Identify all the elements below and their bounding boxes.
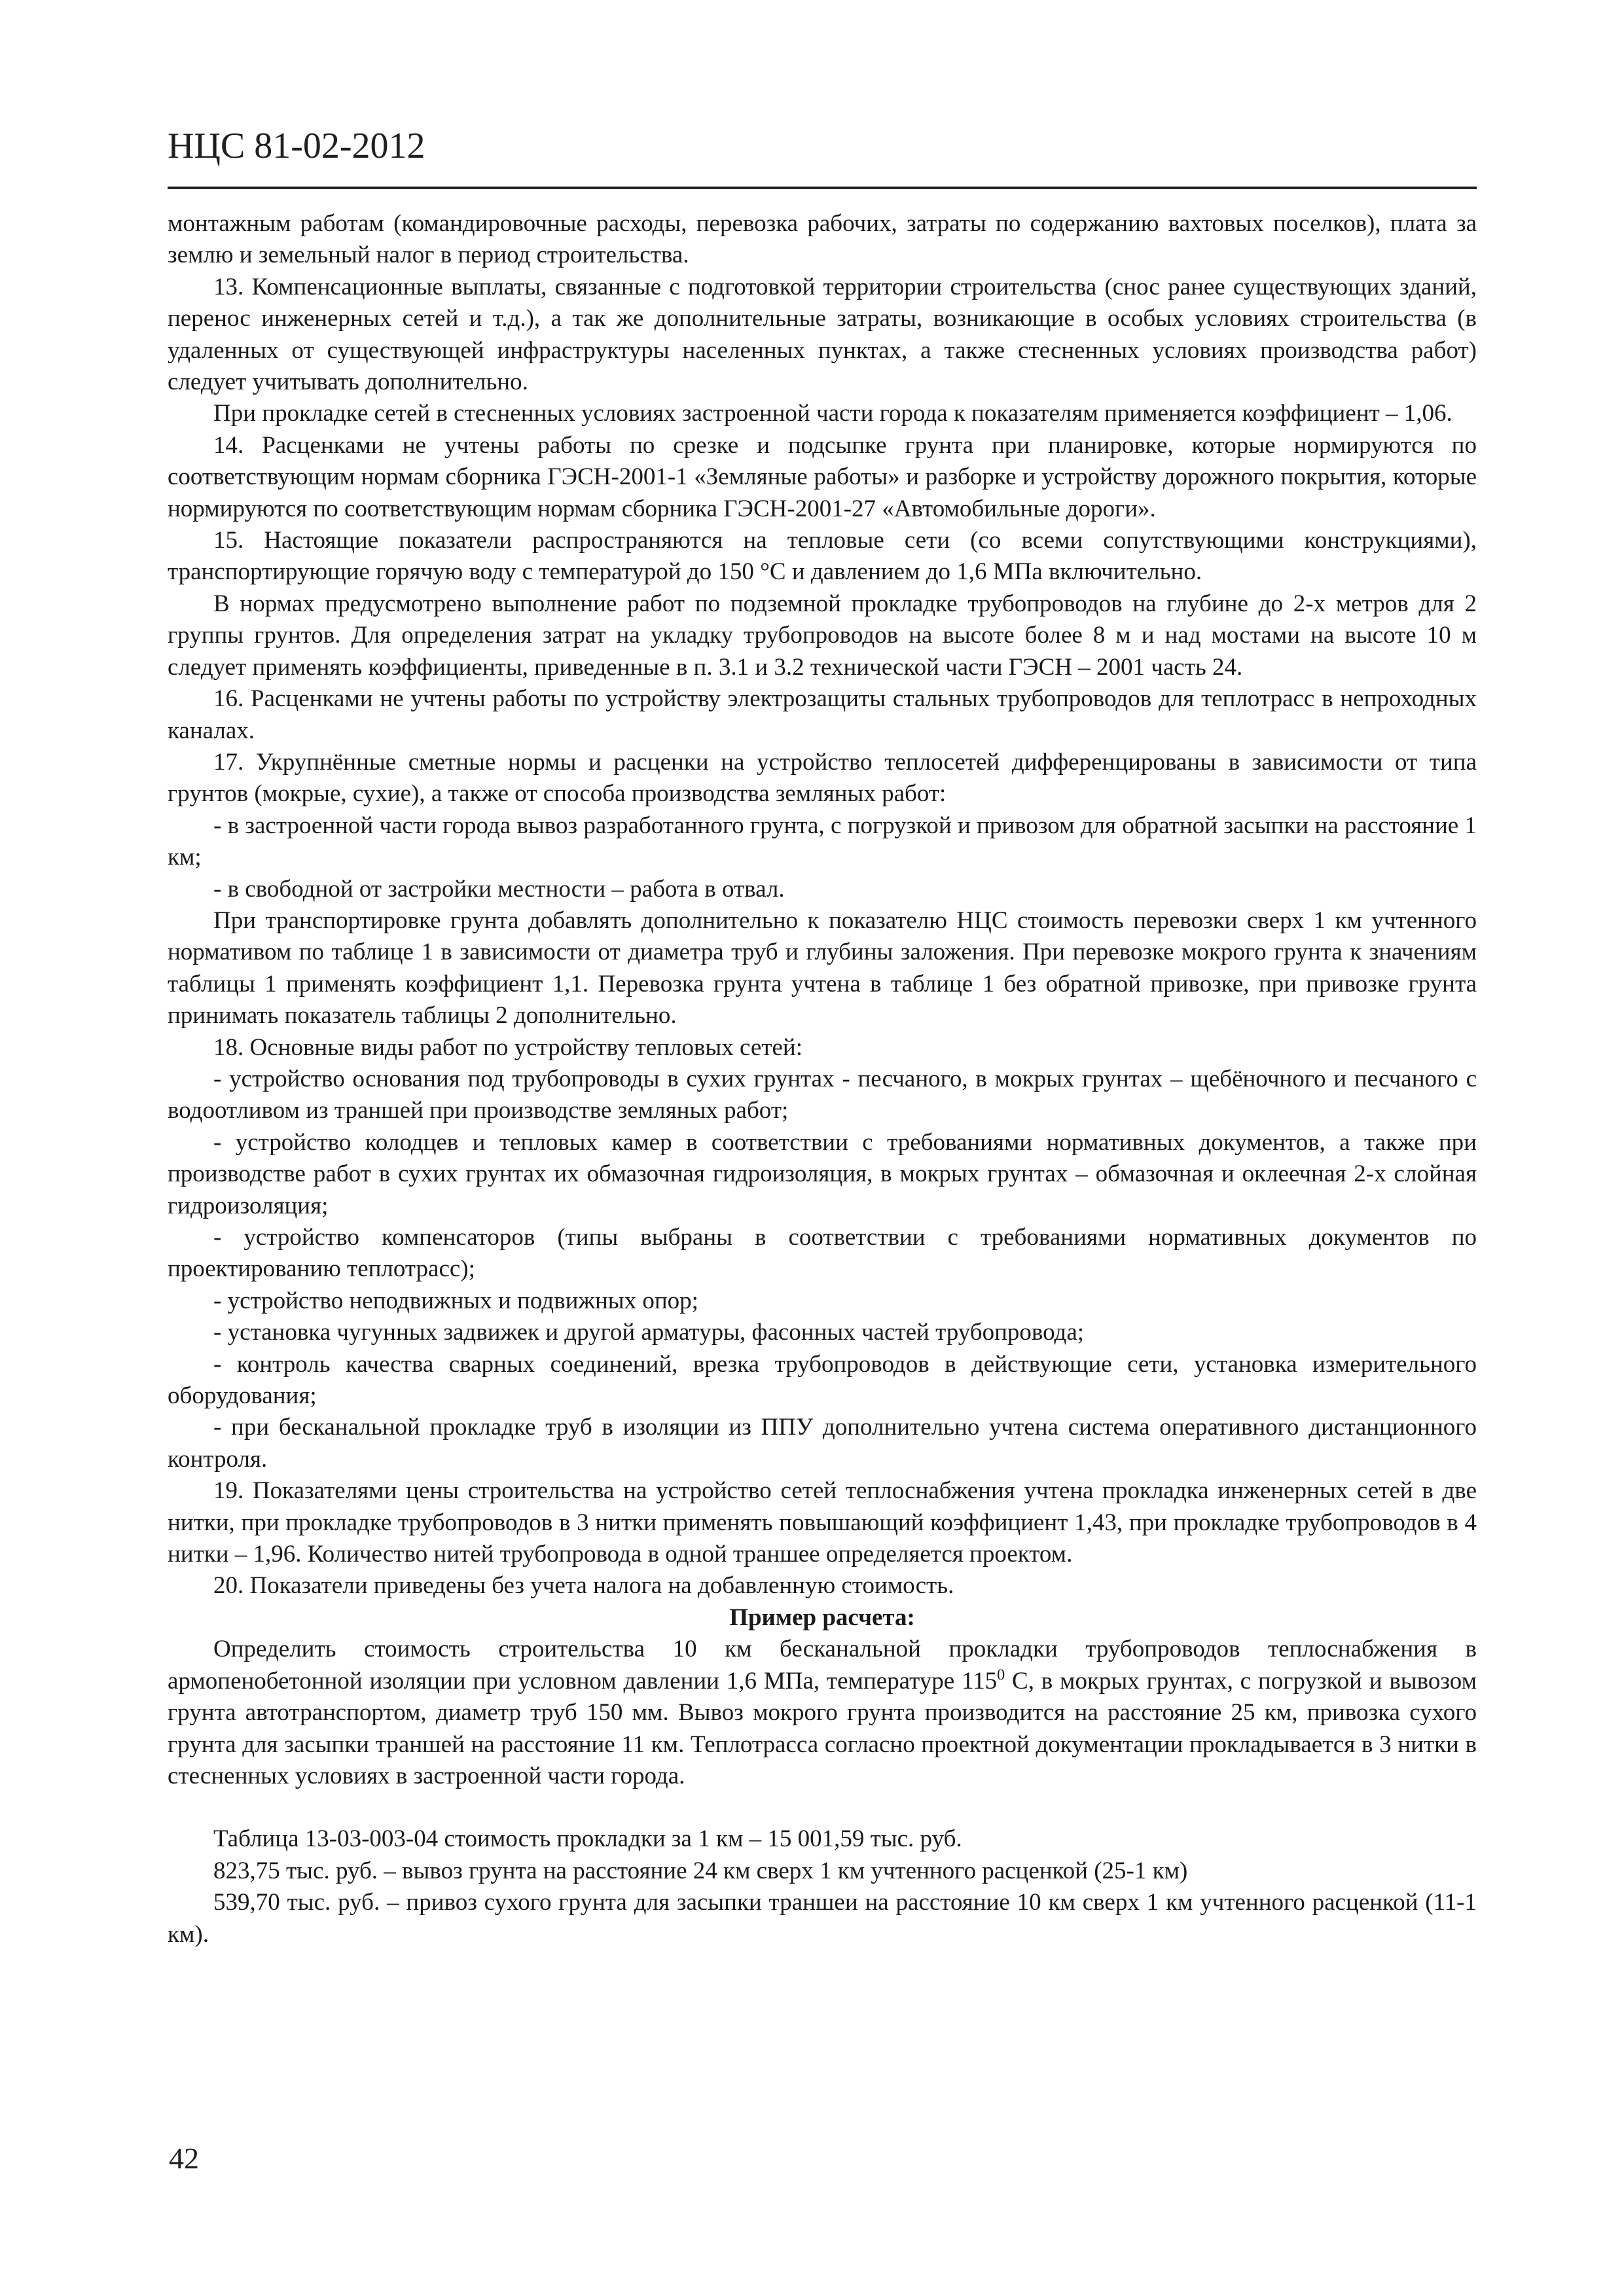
list-item: - устройство неподвижных и подвижных опор; — [213, 1287, 698, 1314]
paragraph: 17. Укрупнённые сметные нормы и расценки на устройство теплосетей дифференцированы в зависимости от типа грунтов (мокрые, сухие), а также от способа производства земляных работ: — [168, 748, 1477, 808]
paragraph: При транспортировке грунта добавлять дополнительно к показателю НЦС стоимость перевозки сверх 1 км учтенного нормативом по таблице 1 в зависимости от диаметра труб и глубины заложения. При перевозке мокрого грунта к значениям таблицы 1 применять коэффициент 1,1. Перевозка грунта учтена в таблице 1 без обратной привозке, при привозке грунта принимать показатель таблицы 2 дополнительно. — [168, 906, 1477, 1030]
paragraph: 14. Расценками не учтены работы по срезке и подсыпке грунта при планировке, которые нормируются по соответствующим нормам сборника ГЭСН-2001-1 «Земляные работы» и разборке и устройству дорожного покрытия, которые нормируются по соответствующим нормам сборника ГЭСН-2001-27 «Автомобильные дороги». — [168, 431, 1477, 522]
list-item: - устройство колодцев и тепловых камер в соответствии с требованиями нормативных документов, а также при производстве работ в сухих грунтах их обмазочная гидроизоляция, в мокрых грунтах – обмазочная и оклеечная 2-х слойная гидроизоляция; — [168, 1128, 1477, 1219]
paragraph: 18. Основные виды работ по устройству тепловых сетей: — [213, 1033, 803, 1061]
list-item: - установка чугунных задвижек и другой арматуры, фасонных частей трубопровода; — [213, 1319, 1085, 1346]
example-intro-text-cont: С, в мокрых грунтах, с погрузкой и вывозом грунта автотранспортом, диаметр труб 150 мм. Вывоз мокрого грунта производится на расстояние 25 км, привозка сухого грунта для засыпки траншей на расстояние 11 км. Теплотрасса согласно проектной документации прокладывается в 3 нитки в стесненных условиях в застроенной части города. — [168, 1667, 1477, 1789]
calculation-line: Таблица 13-03-003-04 стоимость прокладки за 1 км – 15 001,59 тыс. руб. — [213, 1825, 962, 1853]
example-intro — [168, 1634, 1477, 1792]
paragraph: монтажным работам (командировочные расходы, перевозка рабочих, затраты по содержанию вахтовых поселков), плата за землю и земельный налог в период строительства. — [168, 210, 1477, 269]
example-title: Пример расчета: — [729, 1604, 915, 1631]
degree-superscript: 0 — [997, 1666, 1005, 1684]
calculation-line: 539,70 тыс. руб. – привоз сухого грунта для засыпки траншеи на расстояние 10 км сверх 1 км учтенного расценкой (11-1 км). — [168, 1889, 1477, 1948]
document-code-header: НЦС 81-02-2012 — [168, 126, 425, 166]
header-divider — [168, 187, 1477, 189]
paragraph: 15. Настоящие показатели распространяются на тепловые сети (со всеми сопутствующими конструкциями), транспортирующие горячую воду с температурой до 150 °С и давлением до 1,6 МПа включительно. — [168, 527, 1477, 586]
document-body — [168, 208, 1477, 1950]
paragraph: В нормах предусмотрено выполнение работ по подземной прокладке трубопроводов на глубине до 2-х метров для 2 группы грунтов. Для определения затрат на укладку трубопроводов на высоте более 8 м и над мостами на высоте 10 м следует применять коэффициенты, приведенные в п. 3.1 и 3.2 технической части ГЭСН – 2001 часть 24. — [168, 590, 1477, 681]
list-item: - в свободной от застройки местности – работа в отвал. — [213, 875, 785, 903]
paragraph: При прокладке сетей в стесненных условиях застроенной части города к показателям применяется коэффициент – 1,06. — [213, 400, 1453, 427]
list-item: - контроль качества сварных соединений, врезка трубопроводов в действующие сети, установка измерительного оборудования; — [168, 1350, 1477, 1410]
calculation-line: 823,75 тыс. руб. – вывоз грунта на расстояние 24 км сверх 1 км учтенного расценкой (25-1 км) — [213, 1857, 1188, 1884]
list-item: - в застроенной части города вывоз разработанного грунта, с погрузкой и привозом для обратной засыпки на расстояние 1 км; — [168, 812, 1477, 871]
paragraph: 19. Показателями цены строительства на устройство сетей теплоснабжения учтена прокладка инженерных сетей в две нитки, при прокладке трубопроводов в 3 нитки применять повышающий коэффициент 1,43, при прокладке трубопроводов в 4 нитки – 1,96. Количество нитей трубопровода в одной траншее определяется проектом. — [168, 1477, 1477, 1568]
paragraph: 13. Компенсационные выплаты, связанные с подготовкой территории строительства (снос ранее существующих зданий, перенос инженерных сетей и т.д.), а так же дополнительные затраты, возникающие в особых условиях строительства (в удаленных от существующей инфраструктуры населенных пунктах, а также стесненных условиях производства работ) следует учитывать дополнительно. — [168, 273, 1477, 396]
paragraph: 20. Показатели приведены без учета налога на добавленную стоимость. — [213, 1572, 954, 1600]
example-intro-text: Определить стоимость строительства 10 км бесканальной прокладки трубопроводов теплоснабжения в армопенобетонной изоляции при условном давлении 1,6 МПа, температуре 115 — [168, 1636, 1477, 1695]
list-item: - устройство компенсаторов (типы выбраны в соответствии с требованиями нормативных документов по проектированию теплотрасс); — [168, 1224, 1477, 1283]
page-number: 42 — [169, 2142, 199, 2175]
list-item: - при бесканальной прокладке труб в изоляции из ППУ дополнительно учтена система оперативного дистанционного контроля. — [168, 1414, 1477, 1473]
list-item: - устройство основания под трубопроводы в сухих грунтах - песчаного, в мокрых грунтах – щебёночного и песчаного с водоотливом из траншей при производстве земляных работ; — [168, 1065, 1477, 1124]
paragraph: 16. Расценками не учтены работы по устройству электрозащиты стальных трубопроводов для теплотрасс в непроходных каналах. — [168, 685, 1477, 744]
blank-line — [168, 1792, 1477, 1823]
